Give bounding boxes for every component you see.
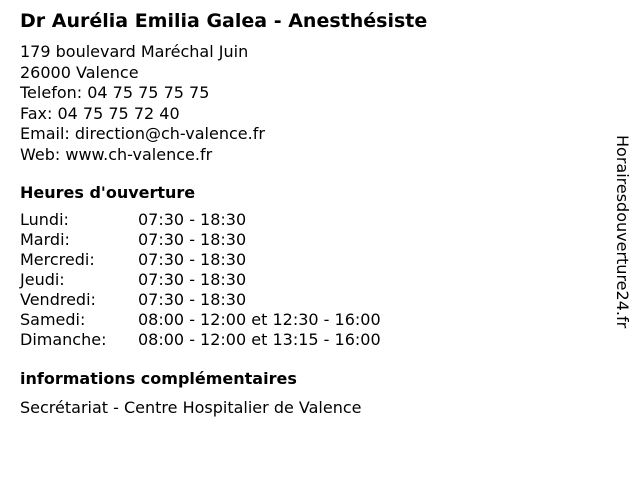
opening-hours-table <box>20 210 600 350</box>
business-listing <box>20 8 600 418</box>
phone-number: Telefon: 04 75 75 75 75 <box>20 83 210 102</box>
hours-row-jeudi <box>20 270 600 290</box>
hours-time: 07:30 - 18:30 <box>138 250 247 269</box>
hours-day: Mercredi: <box>20 250 95 269</box>
additional-info-heading: informations complémentaires <box>20 369 297 388</box>
contact-block <box>20 42 600 165</box>
hours-day: Samedi: <box>20 310 86 329</box>
additional-info-text: Secrétariat - Centre Hospitalier de Valence <box>20 398 362 417</box>
hours-day: Mardi: <box>20 230 70 249</box>
street-address: 179 boulevard Maréchal Juin <box>20 42 249 61</box>
hours-time: 07:30 - 18:30 <box>138 270 247 289</box>
hours-day: Vendredi: <box>20 290 96 309</box>
email-address: Email: direction@ch-valence.fr <box>20 124 265 143</box>
hours-time: 07:30 - 18:30 <box>138 210 247 229</box>
hours-day: Lundi: <box>20 210 69 229</box>
hours-row-mercredi <box>20 250 600 270</box>
hours-day: Jeudi: <box>20 270 65 289</box>
hours-row-samedi <box>20 310 600 330</box>
hours-time: 07:30 - 18:30 <box>138 290 247 309</box>
hours-row-dimanche <box>20 330 600 350</box>
hours-row-mardi <box>20 230 600 250</box>
city-postcode: 26000 Valence <box>20 62 139 82</box>
website-address: Web: www.ch-valence.fr <box>20 144 213 164</box>
page-title: Dr Aurélia Emilia Galea - Anesthésiste <box>20 10 428 32</box>
hours-time: 07:30 - 18:30 <box>138 230 247 249</box>
hours-row-vendredi <box>20 290 600 310</box>
hours-row-lundi <box>20 210 600 230</box>
hours-day: Dimanche: <box>20 330 107 349</box>
opening-hours-heading: Heures d'ouverture <box>20 183 196 202</box>
hours-time: 08:00 - 12:00 et 12:30 - 16:00 <box>138 310 381 329</box>
fax-number: Fax: 04 75 75 72 40 <box>20 103 180 123</box>
hours-time: 08:00 - 12:00 et 13:15 - 16:00 <box>138 330 381 349</box>
site-watermark: Horairesdouverture24.fr <box>613 135 632 329</box>
